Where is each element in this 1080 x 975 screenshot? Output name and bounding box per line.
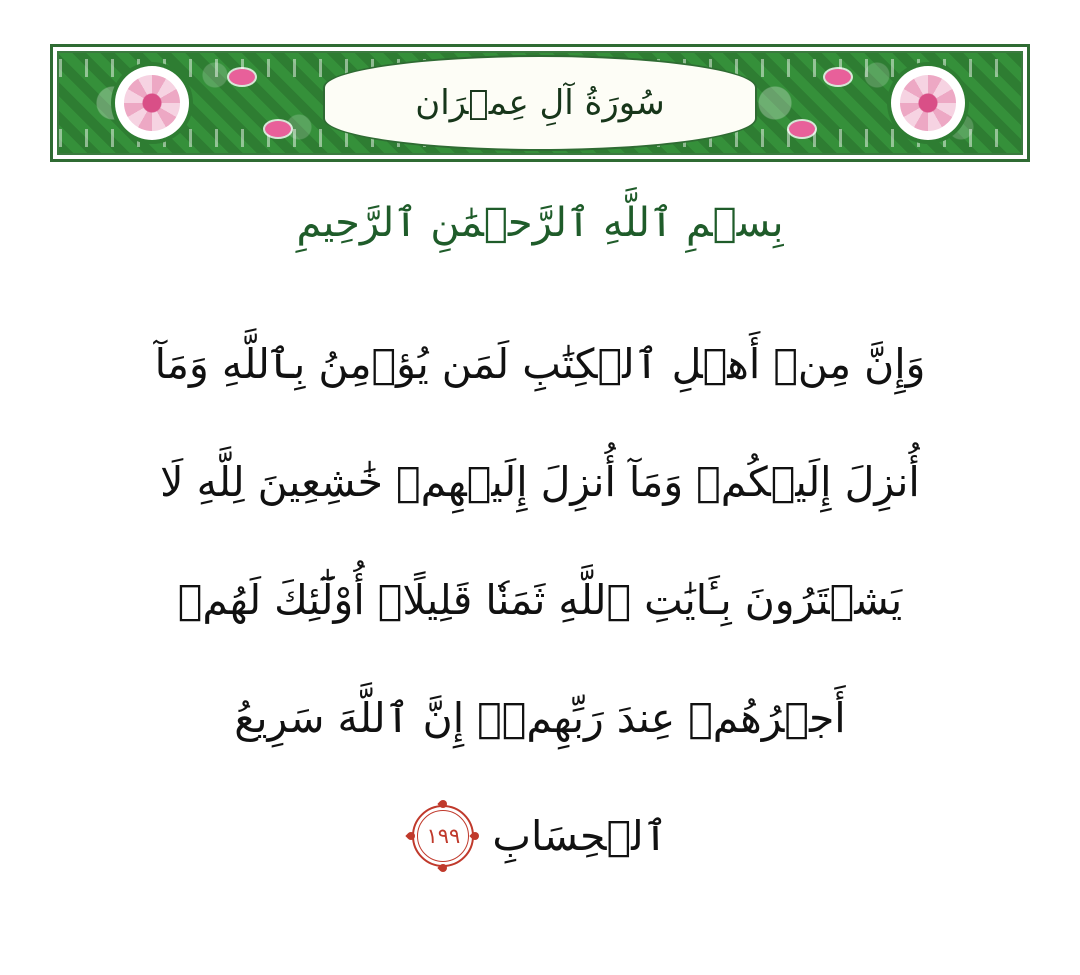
ayah-text-block (60, 305, 1020, 895)
petal-icon (789, 121, 815, 137)
vine-left-icon (59, 53, 359, 153)
ayah-number-medallion (412, 805, 474, 867)
surah-name-cartouche (323, 55, 757, 151)
petal-icon (265, 121, 291, 137)
ayah-final-line (60, 777, 1020, 895)
surah-header-banner (50, 44, 1030, 162)
surah-title: سُورَةُ آلِ عِمۡرَان (415, 83, 665, 123)
vine-right-icon (721, 53, 1021, 153)
flower-rosette-icon (891, 66, 965, 140)
ayah-line: أَجۡرُهُمۡ عِندَ رَبِّهِمۡۗ إِنَّ ٱللَّهَ سَرِيعُ (234, 694, 846, 742)
ayah-number: ١٩٩ (426, 824, 461, 848)
ayah-line: وَإِنَّ مِنۡ أَهۡلِ ٱلۡكِتَٰبِ لَمَن يُؤۡمِنُ بِٱللَّهِ وَمَآ (154, 340, 926, 388)
ayah-line-text: ٱلۡحِسَابِ (492, 812, 668, 860)
flower-rosette-icon (115, 66, 189, 140)
petal-icon (229, 69, 255, 85)
surah-header-ornament (57, 51, 1023, 155)
petal-icon (825, 69, 851, 85)
basmala-text: بِسۡمِ ٱللَّهِ ٱلرَّحۡمَٰنِ ٱلرَّحِيمِ (296, 200, 784, 246)
ayah-line: يَشۡتَرُونَ بِـَٔايَٰتِ ٱللَّهِ ثَمَنٗا قَلِيلًاۚ أُوْلَٰٓئِكَ لَهُمۡ (177, 576, 903, 624)
ayah-line: أُنزِلَ إِلَيۡكُمۡ وَمَآ أُنزِلَ إِلَيۡهِمۡ خَٰشِعِينَ لِلَّهِ لَا (160, 458, 920, 506)
